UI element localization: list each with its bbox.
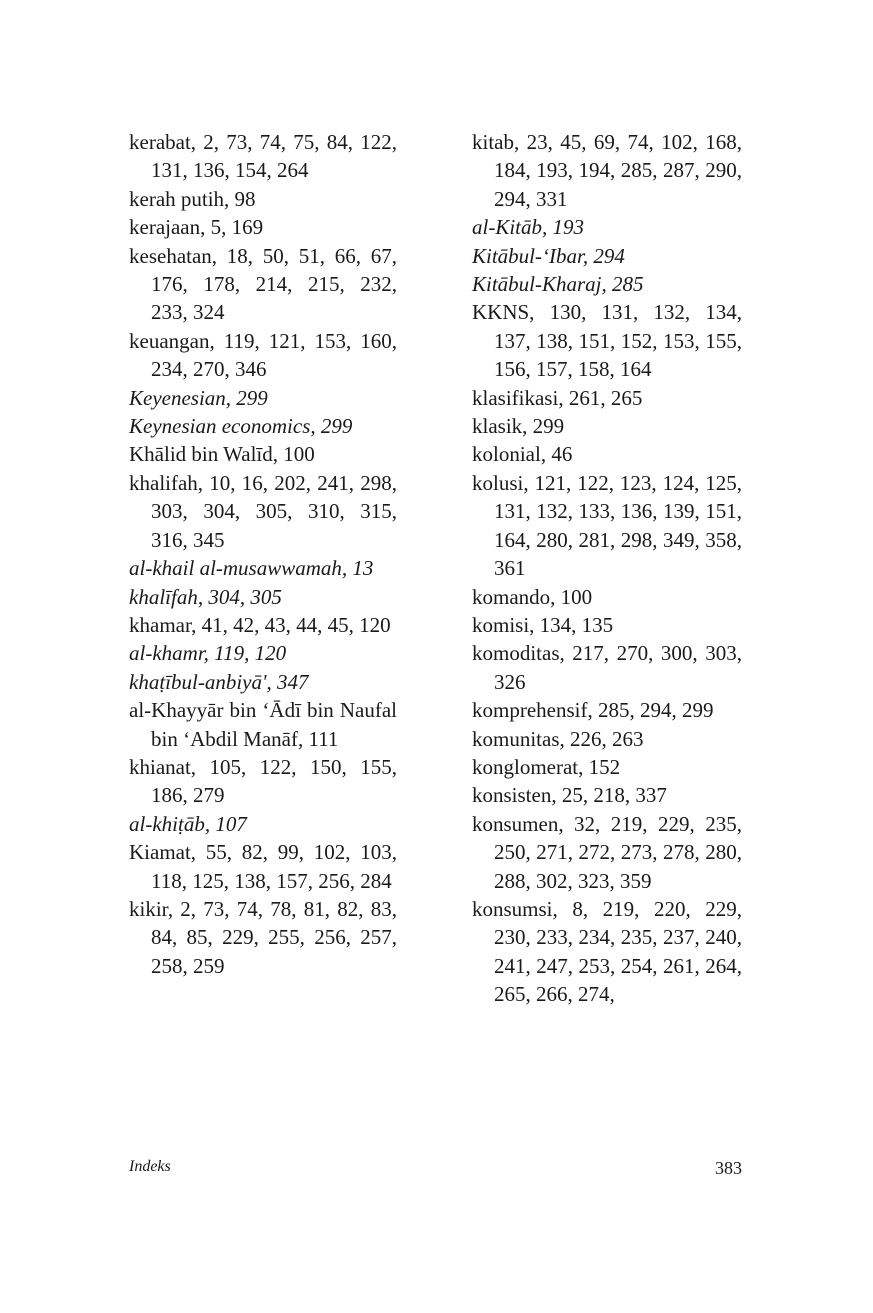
index-entry: kolusi, 121, 122, 123, 124, 125, 131, 132, 133, 136, 139, 151, 164, 280, 281, 298, 349, 358, 361 <box>472 470 742 581</box>
index-entry: kesehatan, 18, 50, 51, 66, 67, 176, 178, 214, 215, 232, 233, 324 <box>129 243 397 325</box>
index-entry: al-khamr, 119, 120 <box>129 641 287 666</box>
index-column-right <box>472 128 742 1009</box>
index-entry: konsumen, 32, 219, 229, 235, 250, 271, 272, 273, 278, 280, 288, 302, 323, 359 <box>472 811 742 893</box>
index-entry: klasik, 299 <box>472 414 565 439</box>
index-entry: kerajaan, 5, 169 <box>129 215 264 240</box>
index-entry: al-khiṭāb, 107 <box>129 811 247 836</box>
index-entry: Keynesian economics, 299 <box>129 414 353 439</box>
index-entry: Khālid bin Walīd, 100 <box>129 442 315 467</box>
index-entry: konsumsi, 8, 219, 220, 229, 230, 233, 234, 235, 237, 240, 241, 247, 253, 254, 261, 264, 265, 266, 274, <box>472 896 742 1007</box>
index-entry: komoditas, 217, 270, 300, 303, 326 <box>472 641 742 694</box>
index-entry: konsisten, 25, 218, 337 <box>472 783 667 808</box>
index-entry: KKNS, 130, 131, 132, 134, 137, 138, 151, 152, 153, 155, 156, 157, 158, 164 <box>472 300 742 382</box>
index-entry: kolonial, 46 <box>472 442 573 467</box>
index-entry: klasifikasi, 261, 265 <box>472 385 643 410</box>
index-entry: al-Khayyār bin ‘Ādī bin Naufal bin ‘Abdil Manāf, 111 <box>129 698 397 751</box>
index-entry: konglomerat, 152 <box>472 754 621 779</box>
index-entry: komisi, 134, 135 <box>472 612 614 637</box>
index-entry: Kitābul-Kharaj, 285 <box>472 272 644 297</box>
index-entry: khalīfah, 304, 305 <box>129 584 282 609</box>
index-entry: keuangan, 119, 121, 153, 160, 234, 270, 346 <box>129 328 397 382</box>
index-entry: komando, 100 <box>472 584 593 609</box>
index-column-left <box>129 128 397 980</box>
index-entry: komprehensif, 285, 294, 299 <box>472 698 714 723</box>
index-entry: al-khail al-musawwamah, 13 <box>129 556 374 581</box>
index-entry: Kitābul-‘Ibar, 294 <box>472 243 625 268</box>
page-number: 383 <box>715 1158 742 1178</box>
footer-section-label: Indeks <box>129 1158 171 1175</box>
index-entry: kitab, 23, 45, 69, 74, 102, 168, 184, 193, 194, 285, 287, 290, 294, 331 <box>472 130 742 211</box>
index-entry: khianat, 105, 122, 150, 155, 186, 279 <box>129 754 397 808</box>
index-entry: Keyenesian, 299 <box>129 385 268 410</box>
index-entry: kerah putih, 98 <box>129 186 256 211</box>
index-entry: khamar, 41, 42, 43, 44, 45, 120 <box>129 612 391 637</box>
index-entry: Kiamat, 55, 82, 99, 102, 103, 118, 125, 138, 157, 256, 284 <box>129 840 397 893</box>
index-entry: khaṭībul-anbiyā', 347 <box>129 669 309 694</box>
index-entry: kikir, 2, 73, 74, 78, 81, 82, 83, 84, 85, 229, 255, 256, 257, 258, 259 <box>129 896 397 978</box>
index-entry: komunitas, 226, 263 <box>472 726 644 751</box>
index-entry: kerabat, 2, 73, 74, 75, 84, 122, 131, 136, 154, 264 <box>129 130 397 183</box>
index-entry: al-Kitāb, 193 <box>472 215 585 240</box>
index-entry: khalifah, 10, 16, 202, 241, 298, 303, 304, 305, 310, 315, 316, 345 <box>129 470 397 552</box>
